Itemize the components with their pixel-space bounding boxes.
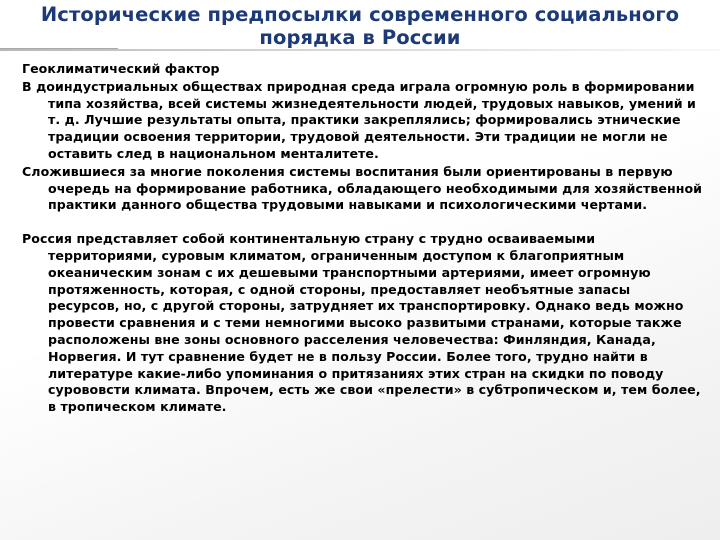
slide-title: Исторические предпосылки современного социального порядка в России	[40, 3, 680, 49]
title-underline	[0, 49, 720, 51]
slide-body	[22, 61, 706, 416]
body-paragraph-1: В доиндустриальных обществах природная среда играла огромную роль в формировании типа хозяйства, всей системы жизнедеятельности людей, трудовых навыков, умений и т. д. Лучшие результаты опыта, практики закреплялись; формировались этнические традиции освоения территории, трудовой деятельности. Эти традиции не могли не оставить след в национальном менталитете.	[22, 78, 696, 161]
body-paragraph-3: Россия представляет собой континентальную страну с трудно осваиваемыми территориями, суровым климатом, ограниченным доступом к благоприятным океаническим зонам с их дешевыми транспортными артериями, имеет огромную протяженность, которая, с одной стороны, предоставляет необъятные запасы ресурсов, но, с другой стороны, затрудняет их транспортировку. Однако ведь можно провести сравнения и с теми немногими высоко развитыми странами, которые также расположены вне зоны основного расселения человечества: Финляндия, Канада, Норвегия. И тут сравнение будет не в пользу России. Более того, трудно найти в литературе какие-либо упоминания о притязаниях этих стран на скидки по поводу сурововсти климата. Впрочем, есть же свои «прелести» в субтропическом и, тем более, в тропическом климате.	[22, 231, 701, 415]
section-heading: Геоклиматический фактор	[22, 61, 220, 76]
body-paragraph-2: Сложившиеся за многие поколения системы воспитания были ориентированы в первую очередь на формирование работника, обладающего необходимыми для хозяйственной практики данного общества трудовыми навыками и психологическими чертами.	[22, 163, 703, 213]
